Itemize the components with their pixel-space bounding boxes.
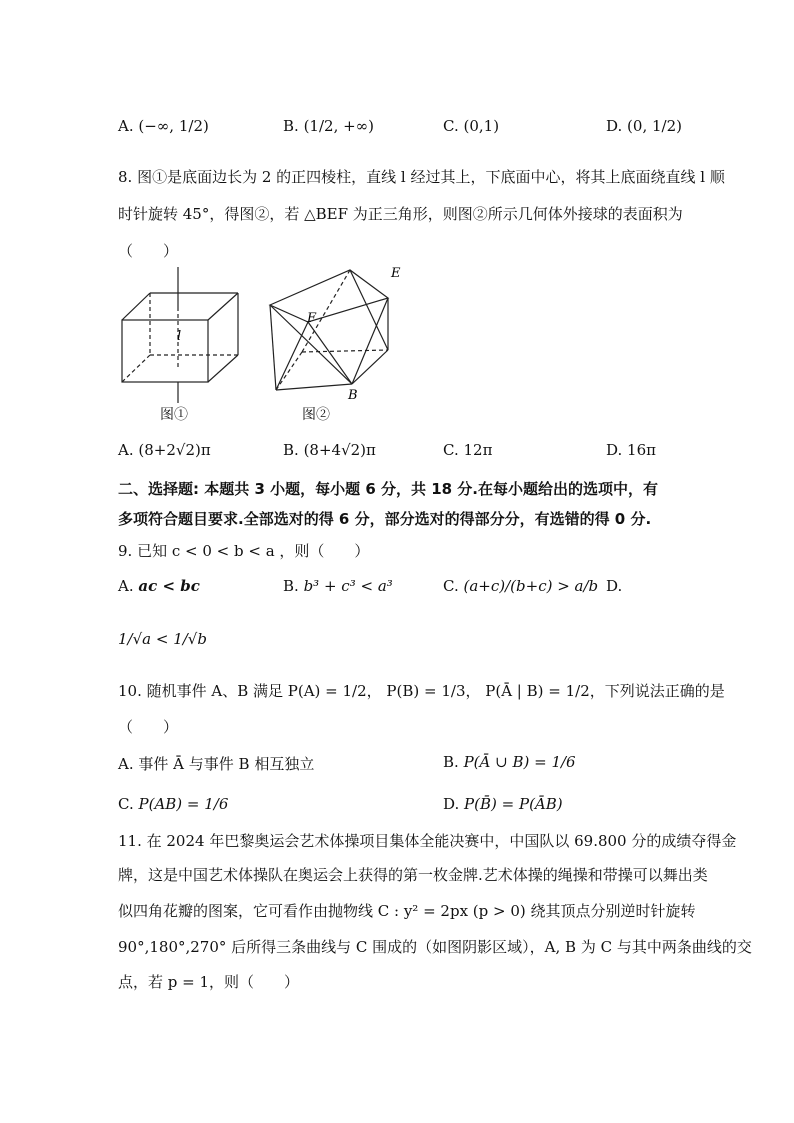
- q8-option-b: [283, 441, 376, 459]
- section-2-header-line1: 二、选择题: 本题共 3 小题，每小题 6 分，共 18 分.在每小题给出的选项中，有: [118, 480, 659, 498]
- q8-option-a: [118, 441, 211, 459]
- q11-line2: 牌，这是中国艺术体操队在奥运会上获得的第一枚金牌.艺术体操的绳操和带操可以舞出类: [118, 866, 708, 884]
- option-label: A.: [118, 117, 134, 135]
- option-label: C.: [118, 795, 134, 813]
- q9-option-c: [443, 577, 598, 595]
- option-label: A.: [118, 755, 134, 773]
- option-label: A.: [118, 441, 134, 459]
- q11-line4: 90°,180°,270° 后所得三条曲线与 C 围成的（如图阴影区域），A, B 为 C 与其中两条曲线的交: [118, 938, 752, 956]
- option-label: C.: [443, 117, 459, 135]
- q10-option-a: [118, 753, 314, 774]
- q7-option-c: [443, 117, 499, 135]
- q9-option-a: [118, 577, 200, 595]
- q8-option-c: [443, 441, 492, 459]
- point-f-label: F: [307, 311, 317, 326]
- q8-bracket: （ ）: [118, 242, 179, 260]
- option-text: (8+4√2)π: [303, 441, 376, 459]
- q11-line1: 11. 在 2024 年巴黎奥运会艺术体操项目集体全能决赛中，中国队以 69.800 分的成绩夺得金: [118, 832, 737, 850]
- option-text: b³ + c³ < a³: [303, 577, 393, 595]
- q8-line1: 8. 图①是底面边长为 2 的正四棱柱，直线 l 经过其上，下底面中心，将其上底面绕直线 l 顺: [118, 168, 725, 186]
- q10-option-b: [443, 753, 576, 771]
- q8-option-d: [606, 441, 656, 459]
- q10-bracket: （ ）: [118, 718, 179, 736]
- point-e-label: E: [391, 266, 401, 281]
- section-2-header-line2: 多项符合题目要求.全部选对的得 6 分，部分选对的得部分分，有选错的得 0 分.: [118, 510, 652, 528]
- q7-option-b: [283, 117, 374, 135]
- option-label: D.: [606, 117, 623, 135]
- option-label: B.: [283, 577, 299, 595]
- option-label: B.: [443, 753, 459, 771]
- option-text: (1/2, +∞): [303, 117, 375, 135]
- option-label: A.: [118, 577, 134, 595]
- option-text: 12π: [463, 441, 493, 459]
- q11-line3: 似四角花瓣的图案，它可看作由抛物线 C : y² = 2px (p > 0) 绕其顶点分别逆时针旋转: [118, 902, 696, 920]
- q10-option-d: [443, 795, 563, 813]
- option-text: (a+c)/(b+c) > a/b: [463, 577, 599, 595]
- option-label: B.: [283, 117, 299, 135]
- q9-option-d-text: 1/√a < 1/√b: [118, 630, 207, 648]
- option-text: (0,1): [463, 117, 500, 135]
- q9-option-d-label: D.: [606, 577, 623, 595]
- option-label: C.: [443, 577, 459, 595]
- option-text: P(AB) = 1/6: [138, 795, 229, 813]
- q10-option-c: [118, 795, 228, 813]
- option-text: (−∞, 1/2): [138, 117, 209, 135]
- option-label: B.: [283, 441, 299, 459]
- figure-2-caption: 图②: [302, 407, 330, 423]
- option-label: D.: [606, 441, 623, 459]
- q8-line2: 时针旋转 45°，得图②，若 △BEF 为正三角形，则图②所示几何体外接球的表面积为: [118, 205, 683, 223]
- q10-stem: 10. 随机事件 A、B 满足 P(A) = 1/2， P(B) = 1/3， P(Ā | B) = 1/2，下列说法正确的是: [118, 682, 725, 700]
- q11-line5: 点，若 p = 1，则（ ）: [118, 973, 300, 991]
- q9-stem: 9. 已知 c < 0 < b < a ，则（ ）: [118, 542, 370, 560]
- figure-2-antiprism: [262, 260, 412, 410]
- axis-l-label: l: [177, 329, 182, 344]
- option-text: (8+2√2)π: [138, 441, 211, 459]
- q7-option-a: [118, 117, 209, 135]
- option-text: P(B̄) = P(ĀB): [464, 795, 563, 813]
- q7-option-d: [606, 117, 682, 135]
- figure-1-prism: [110, 265, 250, 410]
- option-text: ac < bc: [138, 577, 200, 595]
- prism-front-face: [122, 320, 208, 382]
- option-label: C.: [443, 441, 459, 459]
- option-label: D.: [443, 795, 460, 813]
- option-text: 16π: [627, 441, 656, 459]
- point-b-label: B: [348, 388, 358, 403]
- option-text: (0, 1/2): [627, 117, 682, 135]
- option-text: P(Ā ∪ B) = 1/6: [463, 753, 576, 771]
- q9-option-b: [283, 577, 393, 595]
- option-text: 事件 Ā 与事件 B 相互独立: [138, 755, 315, 773]
- figure-1-caption: 图①: [160, 407, 188, 423]
